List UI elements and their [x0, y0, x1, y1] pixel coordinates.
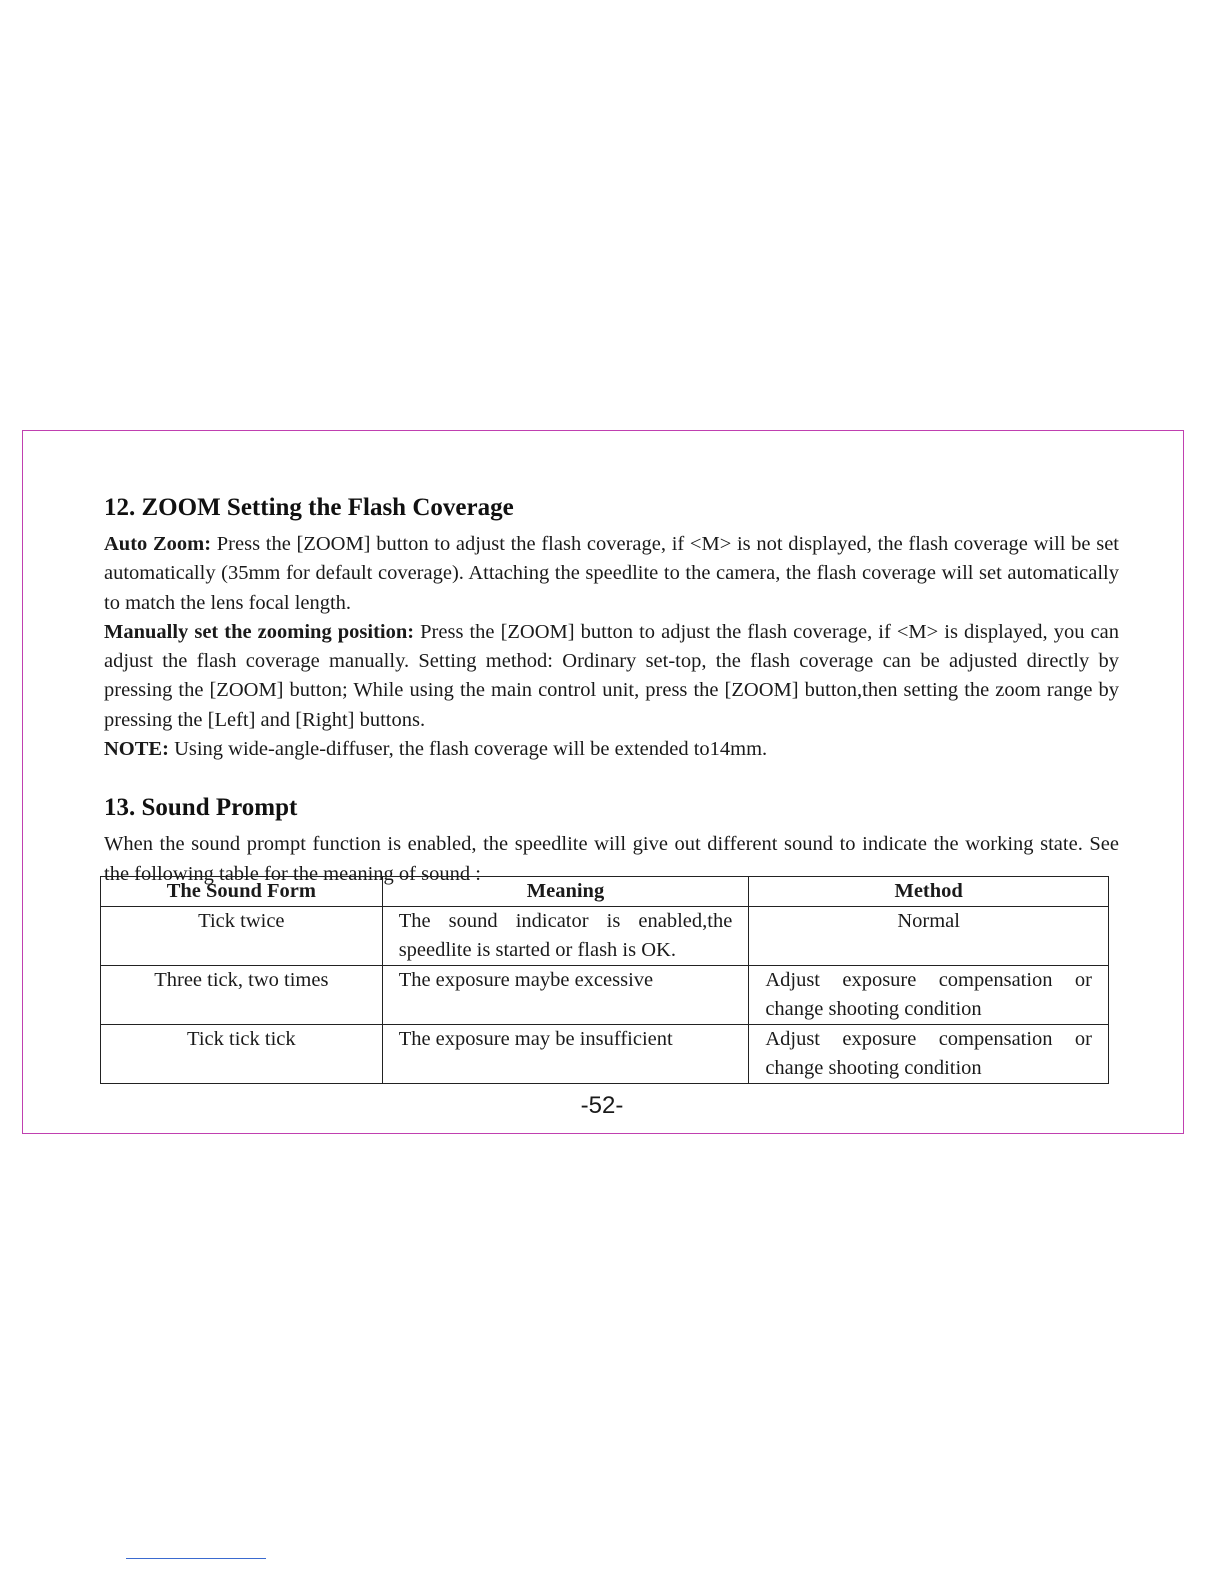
method-cell: Adjust exposure compensation or change shooting condition: [749, 1025, 1109, 1084]
manual-zoom-paragraph: [104, 618, 1119, 735]
auto-zoom-label: Auto Zoom:: [104, 533, 212, 555]
meaning-cell: The sound indicator is enabled,the speedlite is started or flash is OK.: [382, 907, 749, 966]
note-paragraph: [104, 735, 1119, 764]
table-row: [101, 907, 1109, 966]
sound-table: [100, 876, 1109, 1084]
method-cell: Normal: [749, 907, 1109, 966]
sound-prompt-intro: When the sound prompt function is enabled, the speedlite will give out different sound to indicate the working state. See the following table for the meaning of sound :: [104, 833, 1119, 885]
sound-form-cell: Three tick, two times: [101, 966, 383, 1025]
sound-form-cell: Tick tick tick: [101, 1025, 383, 1084]
page-number: -52-: [580, 1092, 624, 1119]
section-12-title: 12. ZOOM Setting the Flash Coverage: [104, 494, 514, 521]
meaning-cell: The exposure maybe excessive: [382, 966, 749, 1025]
note-label: NOTE:: [104, 738, 169, 761]
table-row: [101, 966, 1109, 1025]
manual-zoom-text: Press the [ZOOM] button to adjust the flash coverage, if <M> is displayed, you can adjust the flash coverage manually. Setting method: Ordinary set-top, the flash coverage can be adjusted directly by pressing the [ZOOM] button; While using the main control unit, press the [ZOOM] button,then setting the zoom range by pressing the [Left] and [Right] buttons.: [104, 620, 1119, 731]
table-row: [101, 1025, 1109, 1084]
auto-zoom-text: Press the [ZOOM] button to adjust the flash coverage, if <M> is not displayed, the flash coverage will be set automatically (35mm for default coverage). Attaching the speedlite to the camera, the flash coverage will set automatically to match the lens focal length.: [104, 533, 1119, 614]
footer-rule: [126, 1558, 266, 1559]
table-header-row: [101, 877, 1109, 907]
header-sound-form: The Sound Form: [101, 877, 383, 907]
header-meaning: Meaning: [382, 877, 749, 907]
note-text: Using wide-angle-diffuser, the flash coverage will be extended to14mm.: [168, 738, 768, 761]
page-content: [104, 490, 1119, 889]
sound-form-cell: Tick twice: [101, 907, 383, 966]
auto-zoom-paragraph: [104, 530, 1119, 618]
manual-zoom-label: Manually set the zooming position:: [104, 620, 415, 643]
meaning-cell: The exposure may be insufficient: [382, 1025, 749, 1084]
method-cell: Adjust exposure compensation or change shooting condition: [749, 966, 1109, 1025]
header-method: Method: [749, 877, 1109, 907]
section-13-title: 13. Sound Prompt: [104, 794, 298, 822]
